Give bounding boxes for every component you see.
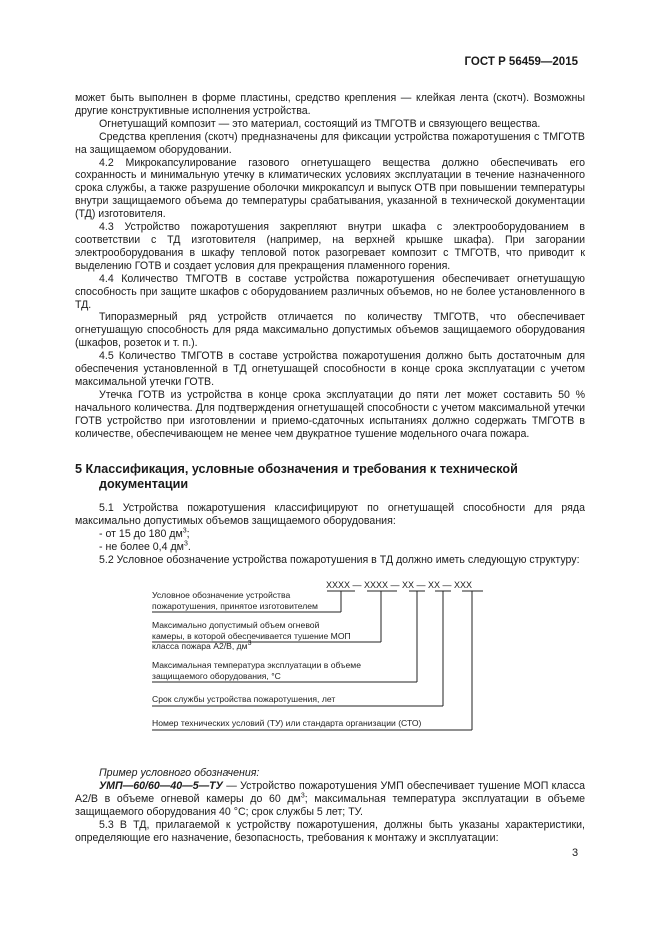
paragraph: 4.3 Устройство пожаротушения закрепляют внутри шкафа с электрооборудованием в соответствии с ТД изготовителя (например, на верхней крышке шкафа). При загорании электрооборудования в шкафу тепловой поток разогревает композит с ТМГОТВ, что приводит к выделению ГОТВ и создает условия для прекращения пламенного горения. — [75, 221, 585, 272]
paragraph: 4.4 Количество ТМГОТВ в составе устройства пожаротушения обеспечивает огнетушащую способность при защите шкафов с оборудованием различных объемов, но не более установленного в ТД. — [75, 272, 585, 311]
paragraph: Типоразмерный ряд устройств отличается по количеству ТМГОТВ, что обеспечивает огнетушащую способность для ряда максимально допустимых объемов защищаемого оборудования (шкафов, розеток и т. п.). — [75, 311, 585, 350]
label-manufacturer-designation: Условное обозначение устройства пожаротушения, принятое изготовителем — [152, 590, 318, 611]
paragraph: 4.5 Количество ТМГОТВ в составе устройства пожаротушения должно быть достаточным для обеспечения установленной в ТД огнетушащей способности в конце срока эксплуатации с учетом максимальной утечки ГОТВ. — [75, 350, 585, 388]
list-item-1: - от 15 до 180 $дм^3$; — [99, 527, 190, 541]
paragraph: Средства крепления (скотч) предназначены для фиксации устройства пожаротушения с ТМГОТВ на защищаемом оборудовании. — [75, 130, 585, 156]
intro-paragraphs — [75, 92, 585, 440]
example-text: УМП—60/60—40—5—ТУ — Устройство пожаротушения УМП обеспечивает тушение МОП класса А2/В в объеме огневой камеры до 60 $дм^3$; максимальная температура эксплуатации в объеме защищаемого оборудования 40 °С; срок службы 5 лет; ТУ. — [75, 779, 585, 818]
example-title: Пример условного обозначения: — [99, 767, 260, 779]
paragraph: Утечка ГОТВ из устройства в конце срока эксплуатации до пяти лет может составить 50 % начального количества. Для подтверждения огнетушащей способности с учетом максимальной утечки ГОТВ устройство при изготовлении и приемо-сдаточных испытаниях должно содержать ТМГОТВ в количестве, обеспечивающем не менее чем двукратное тушение модельного очага пожара. — [75, 388, 585, 440]
document-header-code: ГОСТ Р 56459—2015 — [464, 56, 578, 68]
label-max-temperature: Максимальная температура эксплуатации в объеме защищаемого оборудования, °С — [152, 660, 361, 681]
label-tu-number: Номер технических условий (ТУ) или стандарта организации (СТО) — [152, 718, 422, 728]
label-max-volume: Максимально допустимый объем огневой камеры, в которой обеспечивается тушение МОП класса пожара А2/В, $дм^3$ — [152, 620, 351, 652]
paragraph: 4.2 Микрокапсулирование газового огнетушащего вещества должно обеспечивать его сохранность и минимальную утечку в климатических условиях эксплуатации в течение назначенного срока службы, а также разрушение оболочки микрокапсул и выпуск ОТВ при повышении температуры внутри защищаемого объема до температуры срабатывания, указанной в технической документации (ТД) изготовителя. — [75, 156, 585, 221]
list-item-2: - не более 0,4 $дм^3$. — [99, 540, 191, 554]
document-body — [75, 92, 585, 844]
label-service-life: Срок службы устройства пожаротушения, лет — [152, 694, 336, 704]
designation-structure-diagram — [75, 575, 585, 753]
page-number: 3 — [572, 847, 579, 859]
paragraph: Огнетушащий композит — это материал, состоящий из ТМГОТВ и связующего вещества. — [99, 117, 541, 130]
clause-5-2: 5.2 Условное обозначение устройства пожаротушения в ТД должно иметь следующую структуру: — [99, 554, 580, 567]
designation-code-template: ХХХХ — ХХХХ — ХХ — ХХ — ХХХ — [326, 580, 473, 590]
clause-5-1: 5.1 Устройства пожаротушения классифицируют по огнетушащей способности для ряда максимально допустимых объемов защищаемого оборудования: — [75, 502, 585, 528]
section-5-heading: 5 Классификация, условные обозначения и требования к технической документации — [75, 462, 518, 492]
paragraph: может быть выполнен в форме пластины, средство крепления — клейкая лента (скотч). Возможны другие конструктивные исполнения устройства. — [75, 92, 585, 117]
clause-5-3: 5.3 В ТД, прилагаемой к устройству пожаротушения, должны быть указаны характеристики, определяющие его назначение, безопасность, требования к монтажу и эксплуатации: — [75, 818, 585, 844]
